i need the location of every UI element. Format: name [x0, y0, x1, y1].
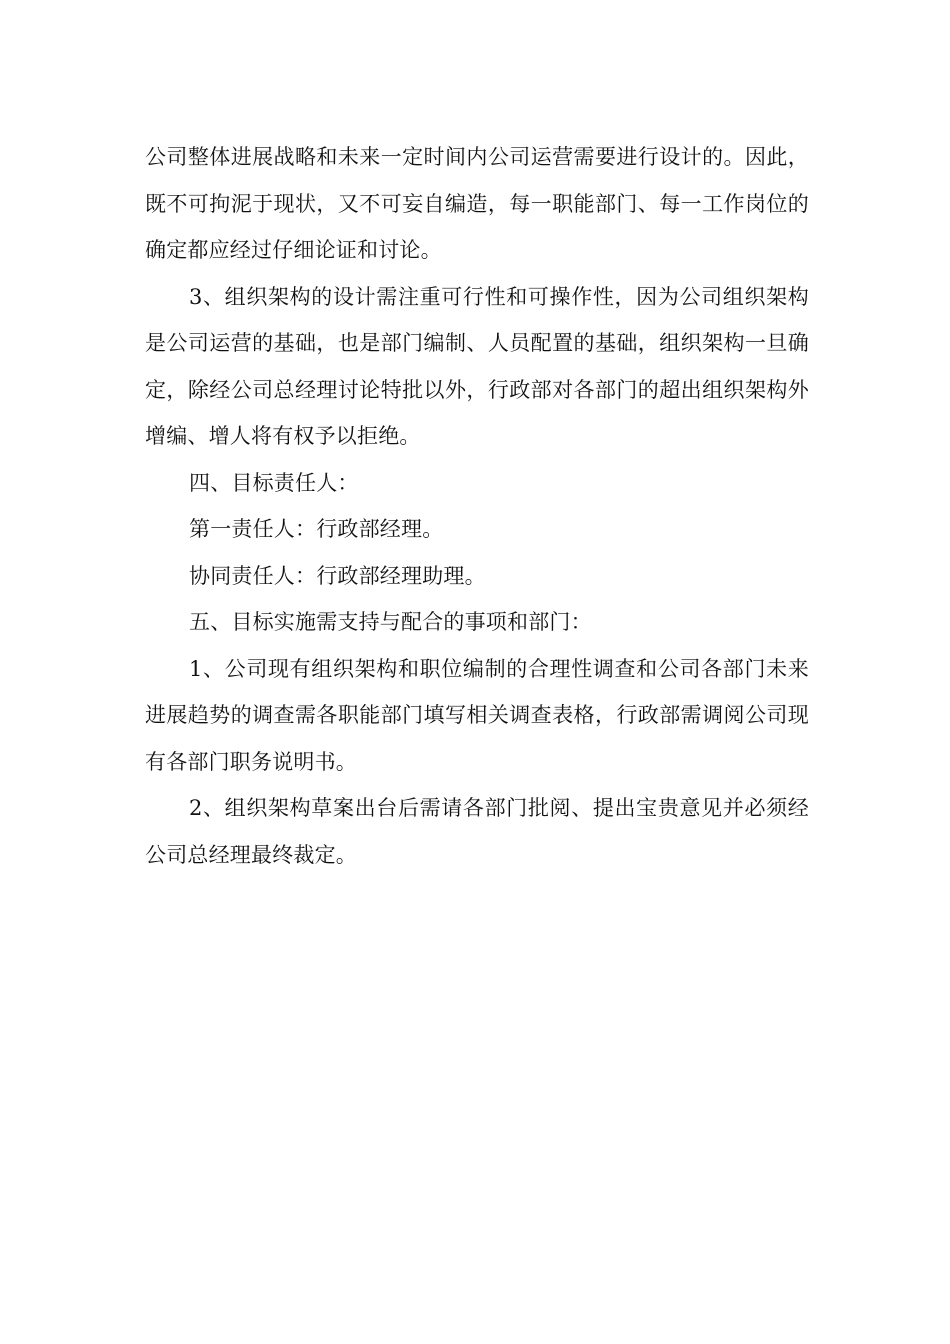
- paragraph-design-basis: 公司整体进展战略和未来一定时间内公司运营需要进行设计的。因此，既不可拘泥于现状，又不可妄自编造，每一职能部门、每一工作岗位的确定都应经过仔细论证和讨论。: [145, 145, 809, 262]
- paragraph-support-item-2: 2、组织架构草案出台后需请各部门批阅、提出宝贵意见并必须经公司总经理最终裁定。: [145, 796, 809, 867]
- paragraph-co-responsible: 协同责任人：行政部经理助理。: [189, 563, 486, 588]
- heading-support-items: 五、目标实施需支持与配合的事项和部门：: [189, 610, 592, 634]
- paragraph-feasibility: 3、组织架构的设计需注重可行性和可操作性，因为公司组织架构是公司运营的基础，也是部门编制、人员配置的基础，组织架构一旦确定，除经公司总经理讨论特批以外，行政部对各部门的超出组织架构外增编、增人将有权予以拒绝。: [145, 284, 809, 448]
- document-body: [145, 134, 809, 878]
- heading-responsible-person: 四、目标责任人：: [189, 470, 359, 495]
- paragraph-support-item-1: 1、公司现有组织架构和职位编制的合理性调查和公司各部门未来进展趋势的调查需各职能部门填写相关调查表格，行政部需调阅公司现有各部门职务说明书。: [145, 656, 809, 774]
- paragraph-first-responsible: 第一责任人：行政部经理。: [189, 517, 444, 541]
